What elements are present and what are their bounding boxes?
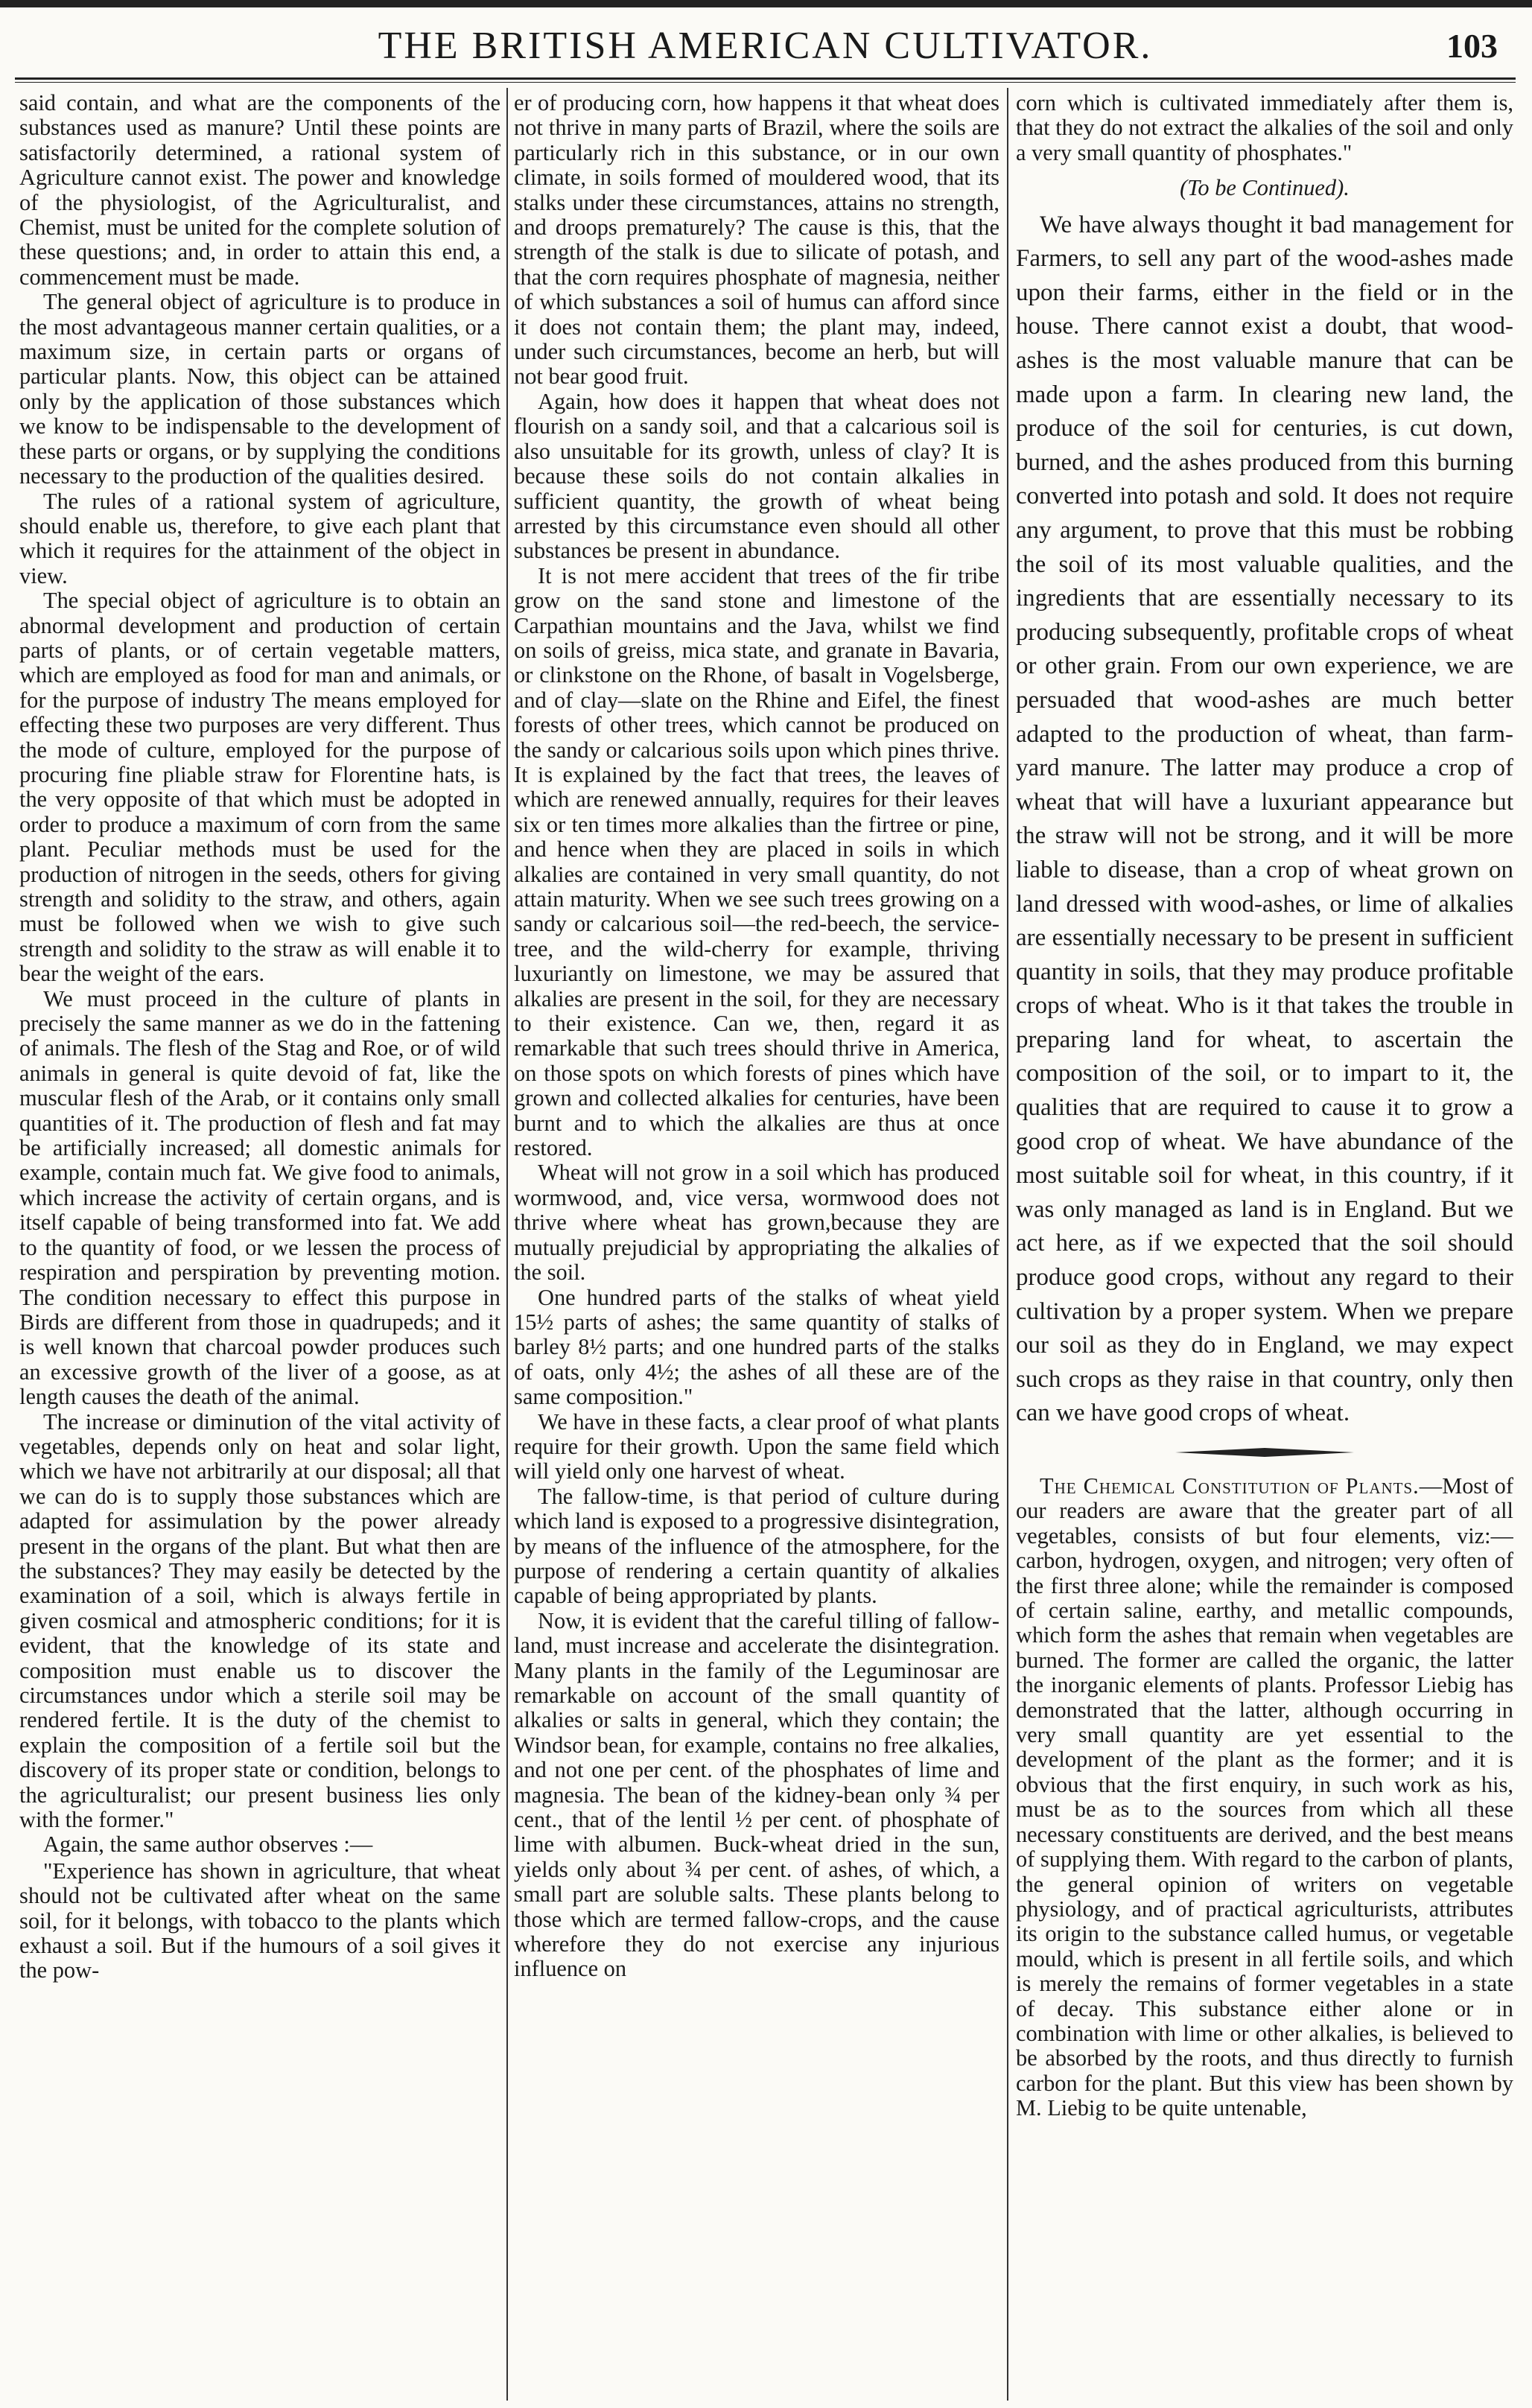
paragraph: One hundred parts of the stalks of wheat yield 15½ parts of ashes; the same quantity of stalks of barley 8½ parts; and one hundred parts of the stalks of oats, only 4½; the ashes of all these are of the same composition." xyxy=(514,1284,999,1410)
column-3 xyxy=(1016,91,1513,2400)
paragraph: The increase or diminution of the vital activity of vegetables, depends only on heat and solar light, which we have not arbitrarily at our disposal; all that we can do is to supply those substances which are adapted for assimulation by the power already present in the organs of the plant. But what then are the substances? They may easily be detected by the examination of a soil, which is always fertile in given cosmical and atmospheric conditions; for it is evident, that the knowledge of its state and composition must enable us to discover the circumstances undor which a sterile soil may be rendered fertile. It is the duty of the chemist to explain the composition of a fertile soil but the discovery of its proper state or condition, belongs to the agriculturalist; our present business lies only with the former." xyxy=(19,1408,500,1833)
paragraph: The rules of a rational system of agriculture, should enable us, therefore, to give each plant that which it requires for the attainment of the object in view. xyxy=(19,488,500,588)
column-rule-1 xyxy=(506,88,508,2401)
paragraph: "Experience has shown in agriculture, that wheat should not be cultivated after wheat on the same soil, for it belongs, with tobacco to the plants which exhaust a soil. But if the humours of a soil gives it the pow- xyxy=(19,1858,500,1983)
paragraph: er of producing corn, how happens it that wheat does not thrive in many parts of Brazil, where the soils are particularly rich in this substance, or in our own climate, in soils formed of mouldered wood, that its stalks under these circumstances, attains no strength, and droops prematurely? The cause is this, that the strength of the stalk is due to silicate of potash, and that the corn requires phosphate of magnesia, neither of which substances a soil of humus can afford since it does not contain them; the plant may, indeed, under such circumstances, become an herb, but will not bear good fruit. xyxy=(514,91,999,390)
paragraph: Again, the same author observes :— xyxy=(43,1832,373,1858)
paragraph: We must proceed in the culture of plants in precisely the same manner as we do in the fattening of animals. The flesh of the Stag and Roe, or of wild animals in general is quite devoid of fat, like the muscular flesh of the Arab, or it contains only small quantities of it. The production of flesh and fat may be artificially increased; all domestic animals for example, contain much fat. We give food to animals, which increase the activity of certain organs, and is itself capable of being transformed into fat. We add to the quantity of food, or we lessen the process of respiration and perspiration by preventing motion. The condition necessary to effect this purpose in Birds are different from those in quadrupeds; and it is well known that charcoal powder produces such an excessive growth of the liver of a goose, as at length causes the death of the animal. xyxy=(19,985,500,1410)
paragraph: Wheat will not grow in a soil which has produced wormwood, and, vice versa, wormwood does not thrive where wheat has grown,because they are mutually prejudicial by appropriating the alkalies of the soil. xyxy=(514,1160,999,1286)
paragraph: corn which is cultivated immediately after them is, that they do not extract the alkalies of the soil and only a very small quantity of phosphates." xyxy=(1016,91,1513,165)
column-2 xyxy=(514,91,999,2400)
article-paragraph xyxy=(1016,1474,1513,2121)
paragraph: The special object of agriculture is to obtain an abnormal development and production of certain parts of plants, or of certain vegetable matters, which are employed as food for man and animals, or for the purpose of industry The means employed for effecting these two purposes are very different. Thus the mode of culture, employed for the purpose of procuring fine pliable straw for Florentine hats, is the very opposite of that which must be adopted in order to produce a maximum of corn from the same plant. Peculiar methods must be used for the production of nitrogen in the seeds, others for giving strength and solidity to the straw, and others, again must be followed when we wish to give such strength and solidity to the straw as will enable it to bear the weight of the ears. xyxy=(19,588,500,987)
section-divider xyxy=(1175,1447,1354,1458)
column-rule-2 xyxy=(1007,88,1008,2401)
header-rule xyxy=(15,77,1516,83)
article-heading: The Chemical Constitution of Plants. xyxy=(1040,1473,1420,1499)
top-border xyxy=(0,0,1532,7)
paragraph: said contain, and what are the components of the substances used as manure? Until these points are satisfactorily determined, a rational system of Agriculture cannot exist. The power and knowledge of the physiologist, of the Agriculturalist, and Chemist, must be united for the complete solution of these questions; and, in order to attain this end, a commencement must be made. xyxy=(19,91,500,290)
page-number: 103 xyxy=(1446,27,1498,65)
to-be-continued: (To be Continued). xyxy=(1180,175,1350,201)
column-1 xyxy=(19,91,500,2400)
paragraph: It is not mere accident that trees of the fir tribe grow on the sand stone and limestone of the Carpathian mountains and the Java, whilst we find on soils of greiss, mica state, and granate in Bavaria, or clinkstone on the Rhone, of basalt in Vogelsberge, and of clay—slate on the Rhine and Eifel, the finest forests of other trees, which cannot be produced on the sandy or calcarious soils upon which pines thrive. It is explained by the fact that trees, the leaves of which are renewed annually, requires for their leaves six or ten times more alkalies than the firtree or pine, and hence when they are placed in soils in which alkalies are contained in very small quantity, do not attain maturity. When we see such trees growing on a sandy or calcarious soil—the red-beech, the service-tree, and the wild-cherry for example, thriving luxuriantly on limestone, we may be assured that alkalies are present in the soil, for they are necessary to their existence. Can we, then, regard it as remarkable that such trees should thrive in America, on those spots on which forests of pines which have grown and collected alkalies for centuries, have been burnt and to which the alkalies are thus at once restored. xyxy=(514,562,999,1161)
paragraph: The general object of agriculture is to produce in the most advantageous manner certain qualities, or a maximum size, in certain parts or organs of particular plants. Now, this object can be attained only by the application of those substances which we know to be indispensable to the development of these parts or organs, or by supplying the conditions necessary to the production of the qualities desired. xyxy=(19,289,500,489)
editorial-paragraph: We have always thought it bad management for Farmers, to sell any part of the wood-ashes made upon their farms, either in the field or in the house. There cannot exist a doubt, that wood-ashes is the most valuable manure that can be made upon a farm. In clearing new land, the produce of the soil for centuries, is cut down, burned, and the ashes produced from this burning converted into potash and sold. It does not require any argument, to prove that this must be robbing the soil of its most valuable qualities, and the ingredients that are essentially necessary to its producing subsequently, profitable crops of wheat or other grain. From our own experience, we are persuaded that wood-ashes are much better adapted to the production of wheat, than farm-yard manure. The latter may produce a crop of wheat that will have a luxuriant appearance but the straw will not be strong, and it will be more liable to disease, than a crop of wheat grown on land dressed with wood-ashes, or lime of alkalies are essentially necessary to be present in sufficient quantity in soils, that they may produce profitable crops of wheat. Who is it that takes the trouble in preparing land for wheat, to ascertain the composition of the soil, or to impart to it, the qualities that are required to cause it to grow a good crop of wheat. We have abundance of the most suitable soil for wheat, in this country, if it was only managed as land is in England. But we act here, as if we expected that the soil should produce good crops, without any regard to their cultivation by a proper system. When we prepare our soil as they do in England, we may expect such crops as they raise in that country, only then can we have good crops of wheat. xyxy=(1016,211,1513,1427)
paragraph: Again, how does it happen that wheat does not flourish on a sandy soil, and that a calcarious soil is also unsuitable for its growth, unless of clay? It is because these soils do not contain alkalies in sufficient quantity, the growth of wheat being arrested by this circumstance even should all other substances be present in abundance. xyxy=(514,388,999,564)
paragraph: We have in these facts, a clear proof of what plants require for their growth. Upon the same field which will yield only one harvest of wheat. xyxy=(514,1408,999,1484)
paragraph: The fallow-time, is that period of culture during which land is exposed to a progressive disintegration, by means of the influence of the atmosphere, for the purpose of rendering a certain quantity of alkalies capable of being appropriated by plants. xyxy=(514,1483,999,1609)
article-text: —Most of our readers are aware that the greater part of all vegetables, consists of but four elements, viz:—carbon, hydrogen, oxygen, and nitrogen; very often of the first three alone; while the remainder is composed of certain saline, earthy, and metallic compounds, which form the ashes that remain when vegetables are burned. The former are called the organic, the latter the inorganic elements of plants. Professor Liebig has demonstrated that the latter, although occurring in very small quantity are yet essential to the development of the plant as the former; and it is obvious that the first enquiry, in such work as his, must be as to the sources from which all these necessary constituents are derived, and the best means of supplying them. With regard to the carbon of plants, the general opinion of writers on vegetable physiology, and of practical agriculturists, attributes its origin to the substance called humus, or vegetable mould, which is present in all fertile soils, and which is merely the remains of former vegetables in a state of decay. This substance either alone or in combination with lime or other alkalies, is believed to be absorbed by the roots, and thus directly to furnish carbon for the plant. But this view has been shown by M. Liebig to be quite untenable, xyxy=(1016,1473,1513,2121)
page-header xyxy=(15,19,1516,73)
publication-title: THE BRITISH AMERICAN CULTIVATOR. xyxy=(378,25,1153,67)
paragraph: Now, it is evident that the careful tilling of fallow-land, must increase and accelerate the disintegration. Many plants in the family of the Leguminosar are remarkable on account of the small quantity of alkalies or salts in general, which they contain; the Windsor bean, for example, contains no free alkalies, and not one per cent. of the phosphates of lime and magnesia. The bean of the kidney-bean only ¾ per cent., that of the lentil ½ per cent. of phosphate of lime with albumen. Buck-wheat dried in the sun, yields only about ¾ per cent. of ashes, of which, a small part are soluble salts. These plants belong to those which are termed fallow-crops, and the cause wherefore they do not exercise any injurious influence on xyxy=(514,1607,999,1982)
